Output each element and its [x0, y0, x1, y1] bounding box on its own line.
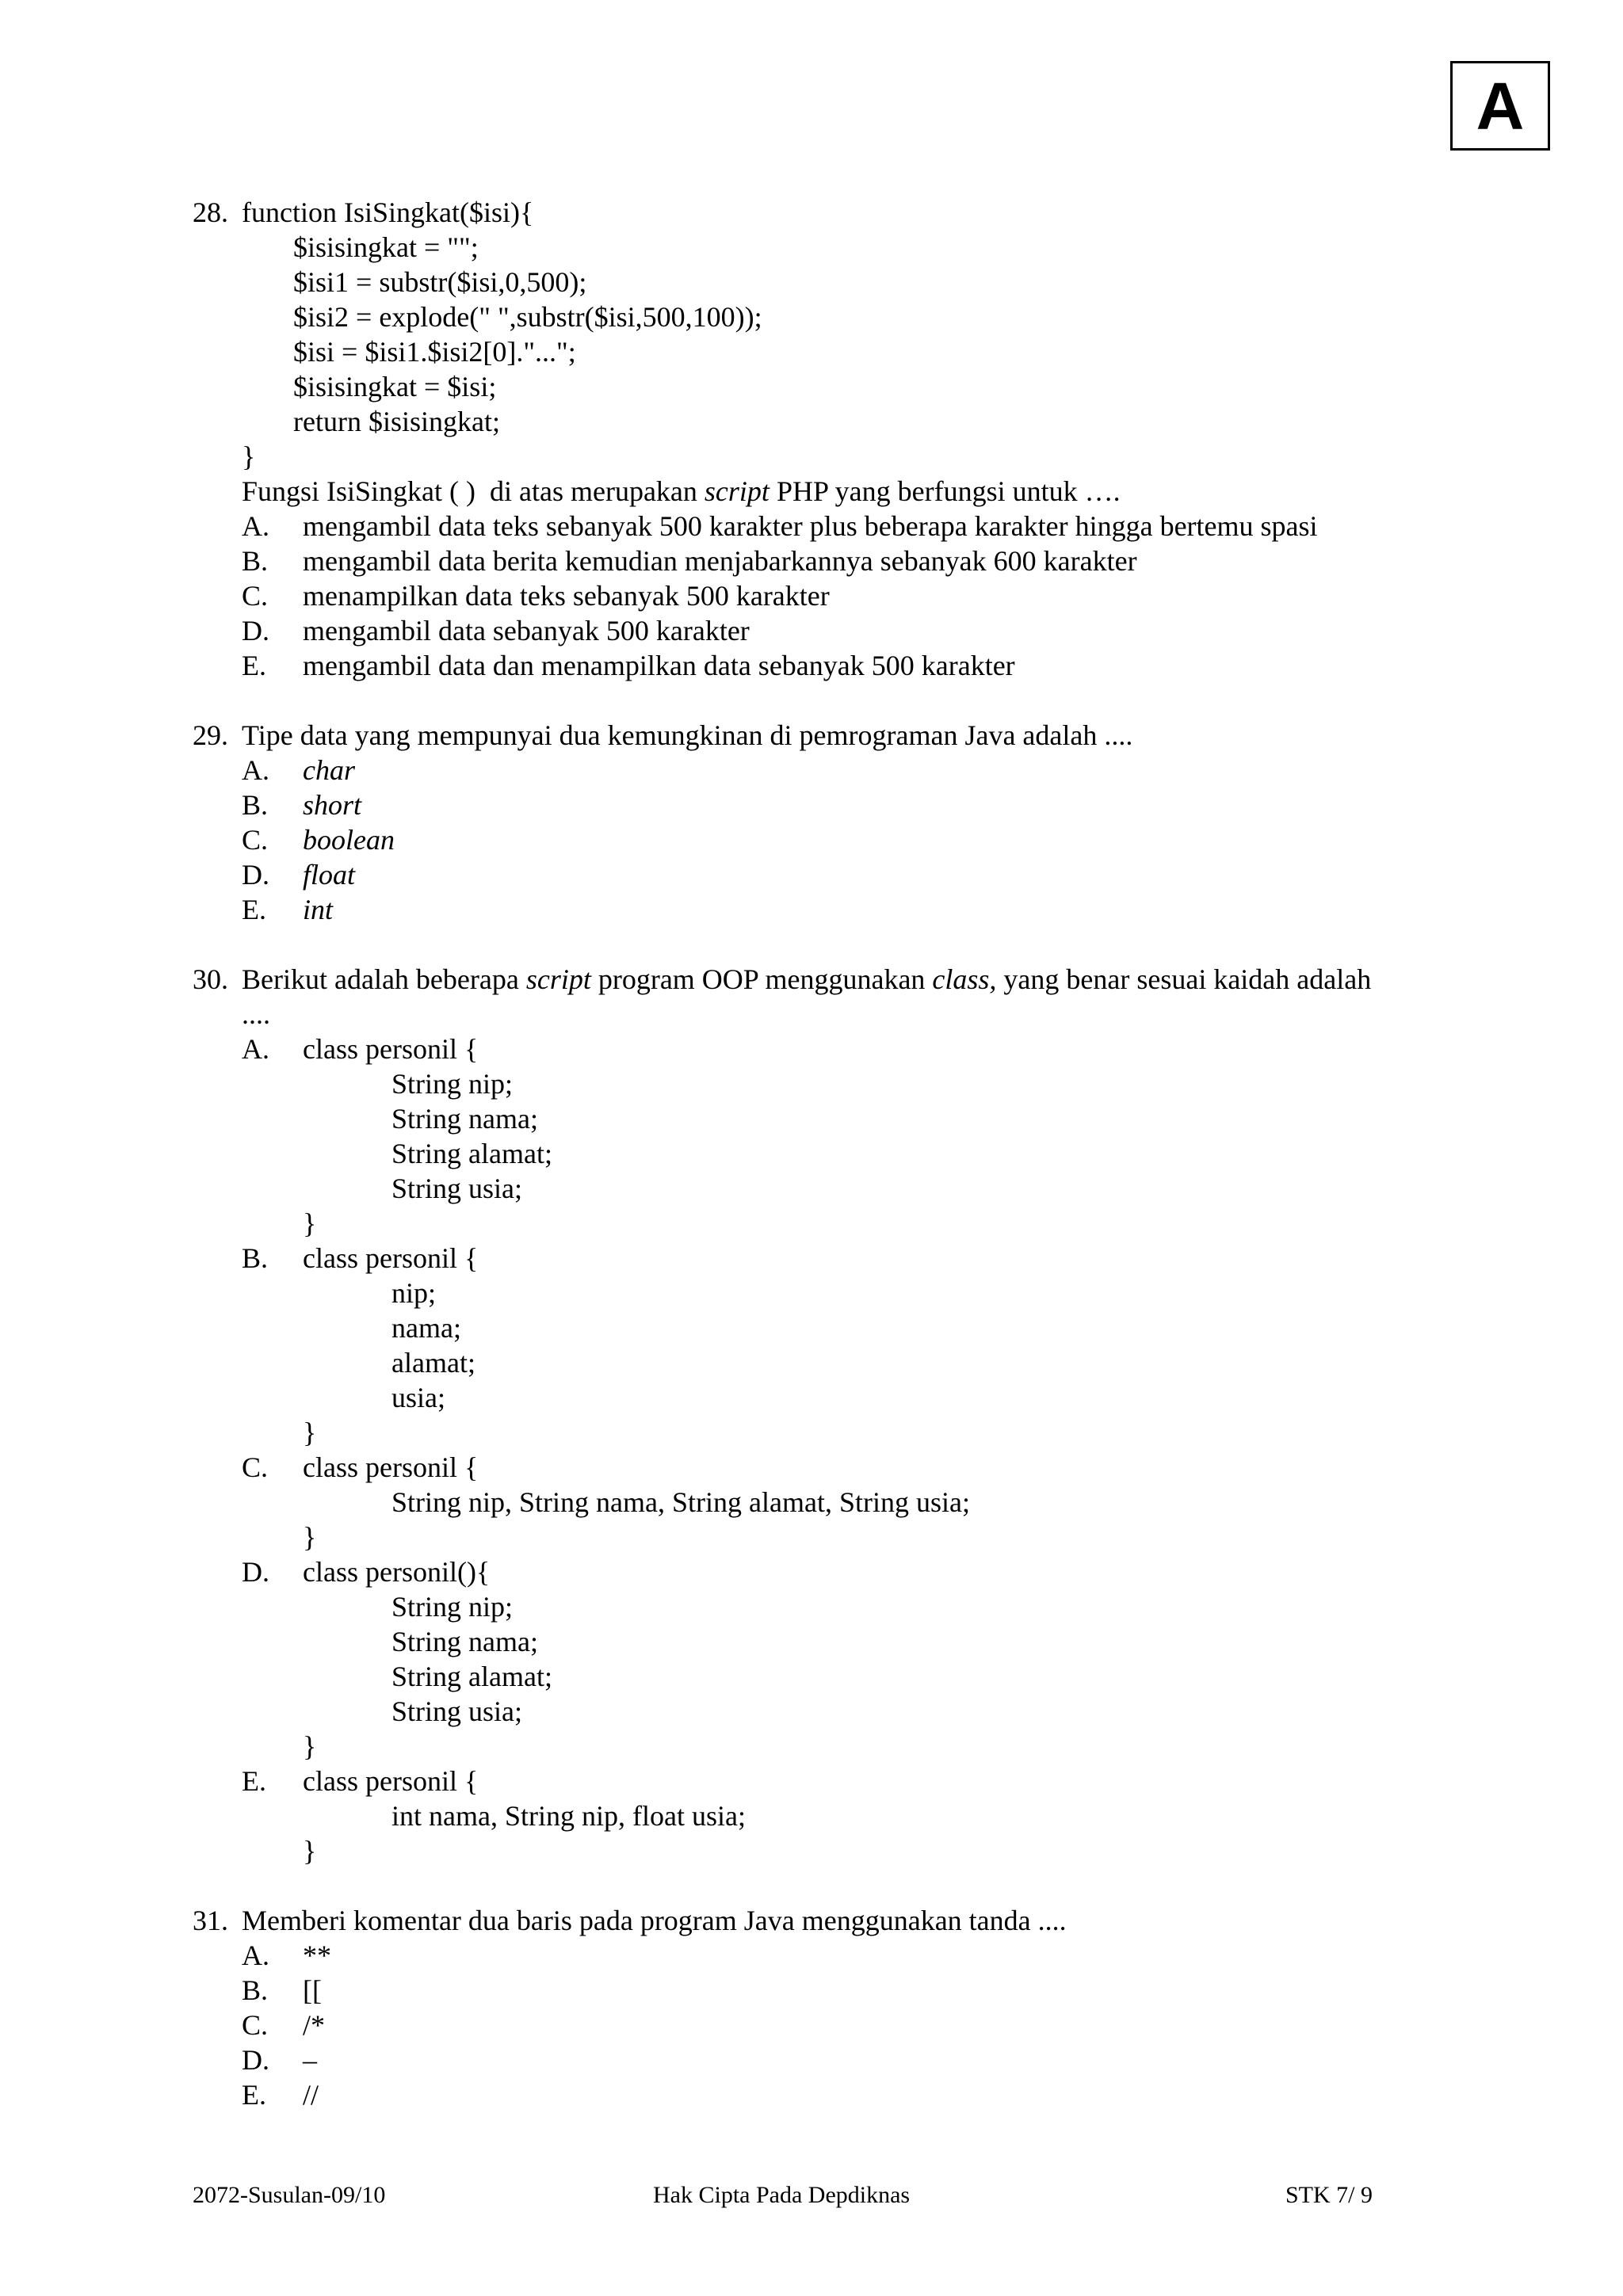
- footer-document-code: 2072-Susulan-09/10: [193, 2182, 386, 2208]
- code-line: }: [303, 1207, 317, 1239]
- code-line: String nip;: [391, 1068, 514, 1100]
- code-line: String nip;: [391, 1591, 514, 1623]
- option-d[interactable]: [0, 1554, 1623, 1764]
- code-line: class personil {: [303, 1451, 479, 1483]
- code-line: String nama;: [391, 1103, 538, 1135]
- option-letter: A.: [242, 754, 269, 786]
- option-letter: E.: [242, 1765, 266, 1797]
- footer-page-number: STK 7/ 9: [1285, 2182, 1373, 2208]
- code-line: usia;: [391, 1382, 445, 1413]
- option-a[interactable]: [0, 509, 1623, 543]
- question-31: [0, 1903, 1623, 2112]
- option-text: mengambil data berita kemudian menjabarkannya sebanyak 600 karakter: [303, 545, 1137, 577]
- option-text: menampilkan data teks sebanyak 500 karakter: [303, 580, 830, 612]
- code-line: String nama;: [391, 1626, 538, 1657]
- option-e[interactable]: [0, 648, 1623, 683]
- code-line: return $isisingkat;: [293, 406, 500, 437]
- option-d[interactable]: [0, 857, 1623, 892]
- code-line: nama;: [391, 1312, 461, 1344]
- option-letter: A.: [242, 1939, 269, 1971]
- code-line: nip;: [391, 1277, 437, 1309]
- option-letter: D.: [242, 615, 269, 646]
- question-stem: Berikut adalah beberapa script program OOP menggunakan class, yang benar sesuai kaidah adalah: [242, 963, 1372, 995]
- option-text: /*: [303, 2009, 326, 2041]
- option-letter: B.: [242, 1242, 269, 1274]
- question-30: [0, 962, 1623, 1868]
- option-letter: B.: [242, 545, 269, 577]
- code-line: }: [303, 1730, 317, 1762]
- code-line: class personil(){: [303, 1556, 491, 1588]
- question-29: [0, 718, 1623, 927]
- option-text: mengambil data teks sebanyak 500 karakter plus beberapa karakter hingga bertemu spasi: [303, 510, 1318, 542]
- option-letter: E.: [242, 2079, 266, 2111]
- code-line: function IsiSingkat($isi){: [242, 196, 534, 228]
- option-text: **: [303, 1939, 331, 1971]
- option-b[interactable]: [0, 1973, 1623, 2008]
- option-d[interactable]: [0, 2042, 1623, 2077]
- question-stem: Tipe data yang mempunyai dua kemungkinan di pemrograman Java adalah ....: [242, 719, 1133, 751]
- page-footer: [0, 2180, 1623, 2211]
- exam-version-letter: A: [1476, 68, 1525, 143]
- code-line: String nip, String nama, String alamat, String usia;: [391, 1486, 970, 1518]
- option-a[interactable]: [0, 1032, 1623, 1241]
- code-line: class personil {: [303, 1033, 479, 1065]
- question-number: 31.: [193, 1905, 228, 1936]
- code-line: String alamat;: [391, 1138, 552, 1169]
- option-text: –: [303, 2044, 317, 2076]
- option-e[interactable]: [0, 1764, 1623, 1868]
- code-line: String alamat;: [391, 1661, 552, 1692]
- option-text: mengambil data dan menampilkan data sebanyak 500 karakter: [303, 650, 1015, 681]
- option-text: [[: [303, 1974, 322, 2006]
- code-line: String usia;: [391, 1695, 523, 1727]
- option-c[interactable]: [0, 578, 1623, 613]
- option-text: int: [303, 894, 334, 925]
- option-b[interactable]: [0, 543, 1623, 578]
- option-d[interactable]: [0, 613, 1623, 648]
- exam-version-box: [1450, 61, 1550, 151]
- option-letter: B.: [242, 1974, 269, 2006]
- code-line: class personil {: [303, 1765, 479, 1797]
- code-line: $isisingkat = "";: [293, 231, 479, 263]
- option-letter: C.: [242, 824, 269, 856]
- code-line: String usia;: [391, 1173, 523, 1204]
- code-line: }: [303, 1835, 317, 1867]
- code-line: $isi = $isi1.$isi2[0]."...";: [293, 336, 576, 368]
- option-letter: E.: [242, 894, 266, 925]
- question-number: 28.: [193, 196, 228, 228]
- option-text: //: [303, 2079, 319, 2111]
- code-line: class personil {: [303, 1242, 479, 1274]
- code-line: }: [242, 441, 256, 472]
- question-number: 29.: [193, 719, 228, 751]
- question-stem: Fungsi IsiSingkat ( ) di atas merupakan script PHP yang berfungsi untuk ….: [242, 475, 1121, 507]
- option-e[interactable]: [0, 892, 1623, 927]
- code-line: alamat;: [391, 1347, 475, 1379]
- option-e[interactable]: [0, 2077, 1623, 2112]
- option-b[interactable]: [0, 1241, 1623, 1450]
- exam-content: [0, 195, 1623, 2112]
- option-a[interactable]: [0, 1938, 1623, 1973]
- option-text: mengambil data sebanyak 500 karakter: [303, 615, 750, 646]
- option-b[interactable]: [0, 788, 1623, 822]
- option-a[interactable]: [0, 753, 1623, 788]
- option-letter: D.: [242, 1556, 269, 1588]
- question-number: 30.: [193, 963, 228, 995]
- option-letter: A.: [242, 1033, 269, 1065]
- option-c[interactable]: [0, 2008, 1623, 2042]
- code-line: }: [303, 1417, 317, 1448]
- option-letter: C.: [242, 580, 269, 612]
- question-stem: Memberi komentar dua baris pada program Java menggunakan tanda ....: [242, 1905, 1067, 1936]
- option-text: char: [303, 754, 355, 786]
- code-line: }: [303, 1521, 317, 1553]
- code-line: $isi1 = substr($isi,0,500);: [293, 266, 587, 298]
- option-letter: D.: [242, 859, 269, 891]
- option-letter: B.: [242, 789, 269, 821]
- option-letter: D.: [242, 2044, 269, 2076]
- footer-copyright: Hak Cipta Pada Depdiknas: [653, 2182, 911, 2208]
- option-letter: C.: [242, 1451, 269, 1483]
- option-letter: C.: [242, 2009, 269, 2041]
- option-text: float: [303, 859, 356, 891]
- code-line: int nama, String nip, float usia;: [391, 1800, 746, 1832]
- option-text: short: [303, 789, 362, 821]
- question-28: [0, 195, 1623, 683]
- option-letter: A.: [242, 510, 269, 542]
- option-c[interactable]: [0, 822, 1623, 857]
- option-c[interactable]: [0, 1450, 1623, 1554]
- code-line: $isi2 = explode(" ",substr($isi,500,100));: [293, 301, 762, 333]
- option-text: boolean: [303, 824, 395, 856]
- code-line: $isisingkat = $isi;: [293, 371, 497, 402]
- option-letter: E.: [242, 650, 266, 681]
- question-stem-continued: ....: [242, 998, 270, 1030]
